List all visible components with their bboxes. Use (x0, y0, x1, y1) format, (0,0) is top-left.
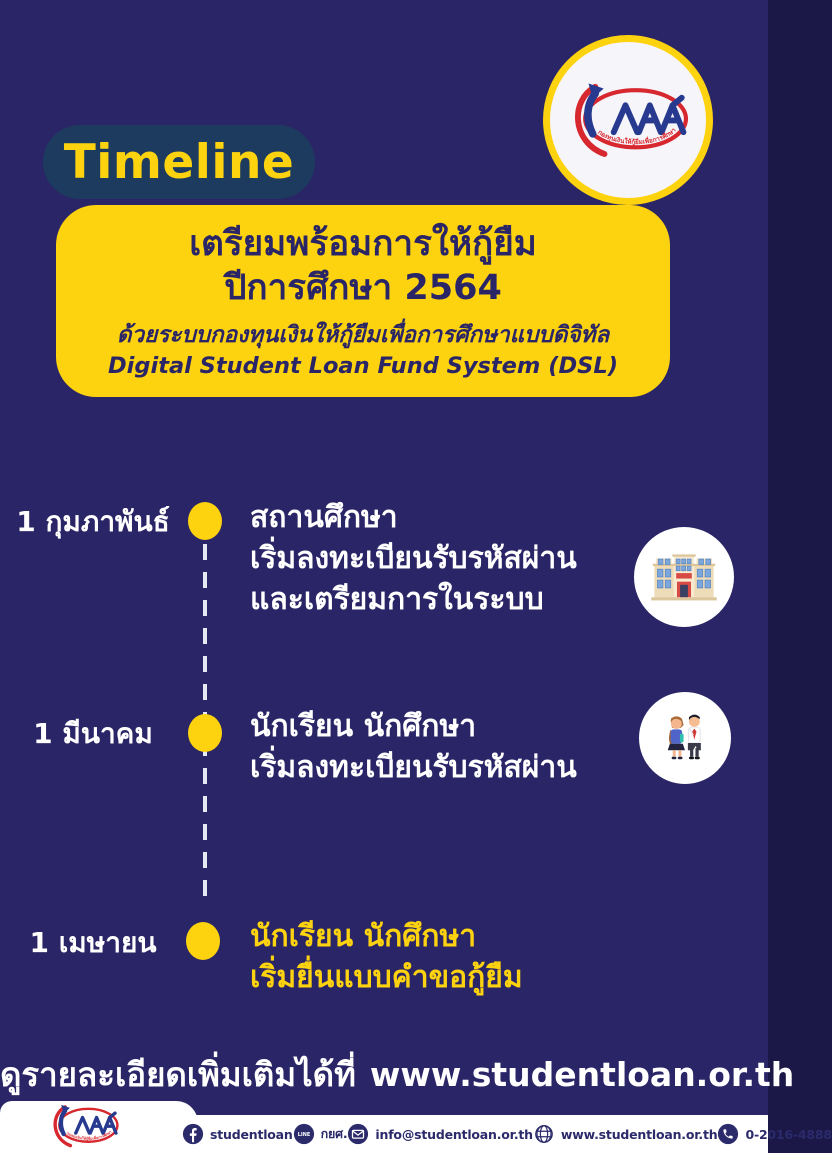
timeline-dot-1 (188, 502, 222, 540)
globe-icon (533, 1123, 555, 1145)
timeline-date-2: 1 มีนาคม (33, 717, 153, 750)
timeline-item-3-text (250, 916, 650, 998)
contact-website-label: www.studentloan.or.th (560, 1126, 718, 1142)
email-icon (347, 1123, 369, 1145)
timeline-badge-label: Timeline (63, 134, 295, 190)
students-badge (639, 692, 731, 784)
contact-facebook (182, 1123, 293, 1145)
school-building-icon (645, 538, 723, 616)
school-building-badge (634, 527, 734, 627)
student-loan-fund-logo-icon (565, 80, 691, 160)
intro-title-line2: ปีการศึกษา 2564 (224, 268, 502, 308)
contact-line (293, 1123, 348, 1145)
intro-subtitle-th: ด้วยระบบกองทุนเงินให้กู้ยืมเพื่อการศึกษาแบบดิจิทัล (116, 322, 610, 348)
timeline-item-1-line2: เริ่มลงทะเบียนรับรหัสผ่าน (250, 541, 577, 576)
contact-line-label: กยศ. (320, 1126, 348, 1141)
contact-phone (717, 1123, 831, 1145)
facebook-icon (182, 1123, 204, 1145)
contact-email (347, 1123, 532, 1145)
footer-contacts (182, 1115, 832, 1153)
contact-website (533, 1123, 718, 1145)
contact-phone-label: 0-2016-4888 (745, 1126, 832, 1142)
timeline-badge (43, 125, 315, 199)
timeline-item-1-line1: สถานศึกษา (250, 500, 398, 535)
more-info-note (0, 1048, 795, 1101)
line-icon (293, 1123, 315, 1145)
svg-text:LINE: LINE (297, 1132, 310, 1139)
timeline-item-1-line3: และเตรียมการในระบบ (250, 582, 544, 617)
timeline-dot-2 (188, 714, 222, 752)
contact-email-label: info@studentloan.or.th (375, 1126, 533, 1142)
timeline-item-1-text (250, 497, 650, 620)
intro-title-line1: เตรียมพร้อมการให้กู้ยืม (189, 224, 537, 264)
timeline-date-1: 1 กุมภาพันธ์ (16, 505, 170, 538)
timeline-item-2-text (250, 706, 650, 788)
timeline-item-3-line1: นักเรียน นักศึกษา (250, 919, 477, 954)
footer-fund-logo-icon (38, 1103, 130, 1149)
timeline-date-3: 1 เมษายน (29, 926, 157, 959)
more-info-prefix: ดูรายละเอียดเพิ่มเติมได้ที่ (0, 1055, 356, 1094)
timeline-item-3-line2: เริ่มยื่นแบบคำขอกู้ยืม (250, 960, 523, 995)
timeline-item-2-line2: เริ่มลงทะเบียนรับรหัสผ่าน (250, 750, 577, 785)
intro-subtitle-en: Digital Student Loan Fund System (DSL) (107, 353, 618, 379)
intro-card (56, 205, 670, 397)
more-info-url: www.studentloan.or.th (369, 1055, 795, 1094)
students-icon (649, 702, 721, 774)
timeline-dot-3 (186, 922, 220, 960)
fund-logo-badge (543, 35, 713, 205)
contact-facebook-label: studentloan (210, 1126, 293, 1142)
timeline-item-2-line1: นักเรียน นักศึกษา (250, 709, 477, 744)
phone-icon (717, 1123, 739, 1145)
